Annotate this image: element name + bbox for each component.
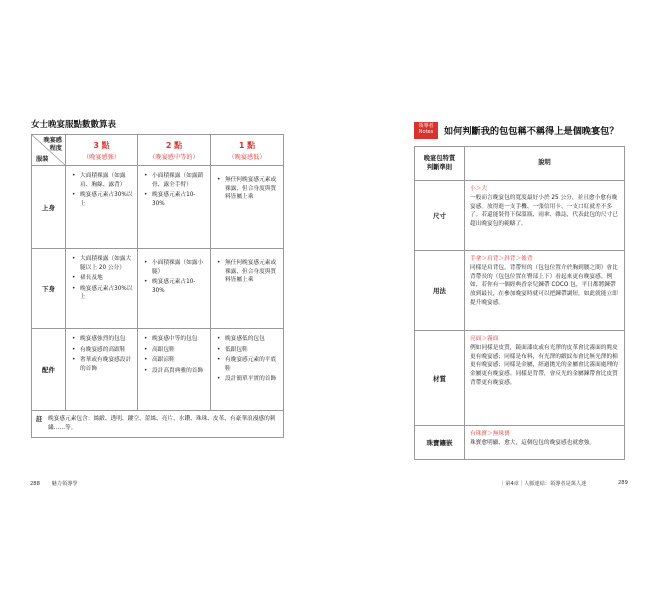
table-cell — [211, 249, 284, 329]
row-label: 材質 — [415, 331, 465, 426]
list-item: • 無任何晚宴感元素或裸露，但合身度與質料皆屬上乘 — [225, 259, 280, 285]
row-label: 尺寸 — [415, 181, 465, 251]
comparison-rule: 小＞大 — [470, 186, 488, 192]
row-description: 珠寶愈明顯、愈大，這個包包的晚宴感也就愈強。 — [470, 439, 596, 446]
list-item: • 奢華或有晚宴感設計的首飾 — [80, 356, 134, 373]
row-label: 珠寶鑲嵌 — [415, 426, 465, 460]
table-cell — [138, 166, 211, 249]
table-corner-cell — [32, 135, 66, 166]
row-description: 同樣是肩背包，背帶短的（包包位置介於胸到腰之間）會比背帶長的（包包位置在臀部上下）看起來更有晚宴感。例如，若你有一個經典香奈兒鍊帶 COCO 包，平日都將鍊帶放到最長，在參加晚宴時就可以把鍊帶調短，如此就能立即提升晚宴感。 — [470, 264, 618, 307]
table-cell — [211, 166, 284, 249]
comparison-rule: 手拿＞肩背＞斜背＞後背 — [470, 256, 533, 262]
header-criteria: 晚宴包特質 判斷準則 — [415, 147, 465, 181]
list-item: • 高跟涼鞋 — [152, 356, 207, 365]
table-row-material — [415, 331, 625, 426]
page-number-right: 289 — [618, 480, 628, 486]
list-item: • 有晚宴感元素的平底鞋 — [225, 356, 280, 373]
table-cell — [465, 426, 625, 460]
table-row-top — [32, 166, 284, 249]
table-note-row — [32, 411, 284, 438]
table-row-bottom — [32, 249, 284, 329]
column-points: 3 點 — [93, 141, 110, 150]
comparison-rule: 有珠寶＞無珠寶 — [470, 431, 510, 437]
row-label: 用法 — [415, 251, 465, 331]
list-item: • 小面積裸露（如露鎖骨、露全手臂） — [152, 172, 207, 189]
list-item: • 高跟包鞋 — [152, 346, 207, 355]
table-cell — [138, 329, 211, 411]
list-item: • 晚宴感中等的包包 — [152, 335, 207, 344]
chapter-footer: ｜第4章｜人脈連結：領導者是萬人迷 — [500, 481, 587, 487]
table-note — [32, 411, 284, 438]
header-description: 說明 — [465, 147, 625, 181]
list-item: • 有晚宴感的高跟鞋 — [80, 346, 134, 355]
list-item: • 低跟包鞋 — [225, 346, 280, 355]
list-item: • 大面積裸露（如露肩、胸線、露背） — [80, 172, 134, 189]
left-page-title: 女士晚宴服點數數算表 — [31, 120, 117, 130]
column-header-2pt — [138, 135, 211, 166]
list-item: • 晚宴感元素占10-30% — [152, 278, 207, 295]
evening-wear-points-table — [31, 134, 284, 438]
table-cell — [465, 331, 625, 426]
column-subtitle: （晚宴感強） — [82, 154, 121, 161]
column-subtitle: （晚宴感低） — [228, 154, 266, 161]
column-subtitle: （晚宴感中等的） — [149, 154, 199, 161]
row-label: 下身 — [32, 249, 66, 329]
note-text: 晚宴感元素包含：絲緞、透明、鏤空、蕾絲、亮片、水鑽、珠珠、皮革、有豪華浪漫感的刺繡……等。 — [48, 416, 276, 431]
list-item: • 大面積裸露（如露大腿以上 20 公分） — [80, 255, 134, 272]
note-label: 註 — [36, 416, 43, 423]
list-item: • 晚宴感元素占30%以上 — [80, 191, 134, 208]
list-item: • 設計高貴典雅的首飾 — [152, 367, 207, 376]
row-label: 配件 — [32, 329, 66, 411]
table-cell — [465, 181, 625, 251]
table-cell — [138, 249, 211, 329]
column-header-1pt — [211, 135, 284, 166]
leader-notes-badge: 領導者 Notes — [414, 122, 438, 139]
list-item: • 小面積裸露（如露小腿） — [152, 259, 207, 276]
list-item: • 無任何晚宴感元素或裸露，但合身度與質料皆屬上乘 — [225, 176, 280, 202]
evening-bag-criteria-table — [414, 146, 625, 460]
right-page-title: 如何判斷我的包包稱不稱得上是個晚宴包？ — [444, 126, 619, 137]
list-item: • 晚宴感強烈的包包 — [80, 335, 134, 344]
corner-top-label: 晚宴感 程度 — [43, 137, 62, 152]
table-cell — [465, 251, 625, 331]
table-row-accessories — [32, 329, 284, 411]
table-row-jewels — [415, 426, 625, 460]
list-item: • 晚宴感低的包包 — [225, 335, 280, 344]
table-cell — [66, 249, 138, 329]
corner-bottom-label: 服裝 — [36, 156, 49, 163]
left-footer — [30, 480, 88, 487]
page-number-left: 288 — [30, 481, 40, 487]
column-header-3pt — [66, 135, 138, 166]
list-item: • 晚宴感元素占30%以上 — [80, 285, 134, 302]
list-item: • 裙長及地 — [80, 274, 134, 283]
row-description: 一般而言晚宴包的寬度最好小於 25 公分，並且愈小愈有晚宴感。放得進一支手機、一張信用卡、一支口紅就差不多了。若還能裝得下保溫瓶、雨傘、雜誌，代表此包的尺寸已超出晚宴包的範疇了。 — [470, 194, 618, 228]
column-points: 1 點 — [238, 141, 256, 150]
book-title: 魅力領導學 — [51, 481, 78, 487]
row-description: 例如同樣是皮質，鏡面漆皮或有光澤的皮革會比霧面的麂皮更有晚宴感；同樣是布料，有光澤的緞紋布會比無光澤的棉更有晚宴感；同樣是金屬，經過拋光的金屬會比霧面處理的金屬更有晚宴感。同樣是背帶，會反光的金屬鍊帶會比皮質背帶更有晚宴感。 — [470, 344, 618, 387]
row-label: 上身 — [32, 166, 66, 249]
table-cell — [211, 329, 284, 411]
table-cell — [66, 166, 138, 249]
comparison-rule: 亮面＞霧面 — [470, 336, 499, 342]
table-row-size — [415, 181, 625, 251]
table-row-usage — [415, 251, 625, 331]
list-item: • 晚宴感元素占10-30% — [152, 191, 207, 208]
table-cell — [66, 329, 138, 411]
list-item: • 設計簡單平實的首飾 — [225, 375, 280, 384]
column-points: 2 點 — [165, 141, 183, 150]
